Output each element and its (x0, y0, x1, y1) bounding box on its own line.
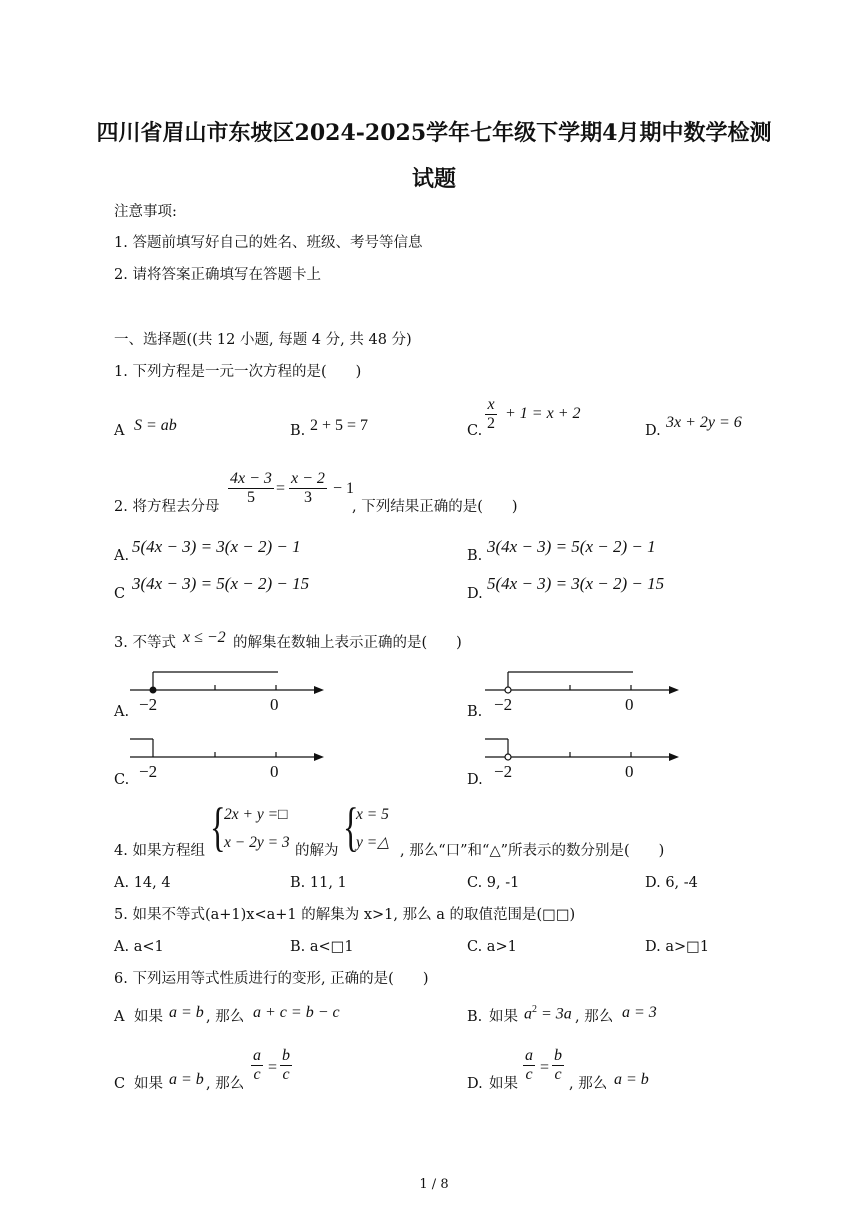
q6-stem: 6. 下列运用等式性质进行的变形, 正确的是( ) (114, 971, 429, 987)
notice-item-2: 2. 请将答案正确填写在答题卡上 (114, 267, 321, 283)
q6-option-a-result: a + c = b − c (253, 1004, 340, 1021)
q2-fraction-1 (228, 470, 274, 508)
q1-option-a-label: A (114, 423, 125, 439)
q4-system1-line1: 2x + y =□ (224, 806, 288, 823)
q3-prefix: 3. 不等式 (114, 635, 176, 651)
q6-option-c-eq: = (268, 1059, 278, 1076)
tick-label-neg2: −2 (494, 762, 513, 781)
q6-b-base: a (524, 1005, 532, 1023)
tick-label-0: 0 (625, 762, 634, 781)
q2-equals: = (276, 480, 286, 497)
q6-option-c-then: , 那么 (206, 1076, 245, 1092)
q2-option-b-expr: 3(4x − 3) = 5(x − 2) − 1 (487, 537, 656, 556)
q5-option-c: C. a>1 (467, 939, 517, 955)
q6-c-n2: b (280, 1047, 292, 1066)
q3-option-b-number-line (483, 668, 687, 718)
q2-f2-numerator: x − 2 (289, 470, 327, 489)
q2-tail: − 1 (333, 480, 355, 497)
q1-c-denominator: 2 (487, 415, 495, 433)
tick-label-0: 0 (270, 695, 279, 714)
q1-stem: 1. 下列方程是一元一次方程的是( ) (114, 364, 362, 380)
axis-arrow (669, 753, 679, 761)
q6-option-c-if: 如果 (134, 1076, 163, 1092)
q2-option-d-label: D. (467, 586, 483, 602)
q4-system2-line2: y =△ (356, 834, 390, 851)
q3-option-a-number-line (128, 668, 332, 718)
q3-inequality: x ≤ −2 (183, 629, 226, 646)
q6-option-a-cond: a = b (169, 1004, 204, 1021)
q2-suffix: , 下列结果正确的是( ) (352, 499, 518, 515)
open-endpoint (505, 687, 511, 693)
q1-option-d-expr: 3x + 2y = 6 (666, 414, 742, 431)
open-endpoint (505, 754, 511, 760)
q2-f1-numerator: 4x − 3 (228, 470, 274, 489)
q3-suffix: 的解集在数轴上表示正确的是( ) (233, 635, 462, 651)
q2-option-c-expr: 3(4x − 3) = 5(x − 2) − 15 (132, 574, 310, 593)
q4-system1-line2: x − 2y = 3 (224, 834, 290, 851)
q6-option-d-frac-2 (552, 1047, 564, 1085)
axis-arrow (669, 686, 679, 694)
q2-option-d-expr: 5(4x − 3) = 3(x − 2) − 15 (487, 574, 665, 593)
q4-mid: 的解为 (295, 843, 339, 859)
q3-option-d-number-line (483, 735, 687, 785)
q6-option-b-if: 如果 (489, 1009, 518, 1025)
tick-label-neg2: −2 (494, 695, 513, 714)
q3-option-c-label: C. (114, 772, 130, 788)
tick-label-neg2: −2 (139, 695, 158, 714)
q6-c-d1: c (253, 1066, 261, 1084)
q6-option-a-if: 如果 (134, 1009, 163, 1025)
q2-option-b-label: B. (467, 548, 483, 564)
document-title: 四川省眉山市东坡区2024-2025学年七年级下学期4月期中数学检测 (96, 120, 772, 146)
q1-option-b-expr: 2 + 5 = 7 (310, 417, 369, 434)
q6-option-d-if: 如果 (489, 1076, 518, 1092)
section-heading: 一、选择题((共 12 小题, 每题 4 分, 共 48 分) (114, 332, 412, 348)
q4-system2-line1: x = 5 (356, 806, 389, 823)
q6-d-d2: c (554, 1066, 562, 1084)
q1-option-a-expr: S = ab (134, 417, 177, 434)
q3-option-a-label: A. (114, 704, 130, 720)
q1-option-c-fraction (485, 396, 497, 434)
q6-option-d-frac-1 (523, 1047, 535, 1085)
q2-f2-denominator: 3 (303, 489, 312, 507)
q4-option-d: D. 6, -4 (645, 875, 698, 891)
q6-option-a-label: A (114, 1009, 125, 1025)
q5-option-d: D. a>□1 (645, 939, 710, 955)
q1-option-d-label: D. (645, 423, 661, 439)
q2-f1-denominator: 5 (246, 489, 255, 507)
q3-option-d-label: D. (467, 772, 483, 788)
q6-d-n1: a (523, 1047, 535, 1066)
tick-label-0: 0 (270, 762, 279, 781)
q6-c-d2: c (282, 1066, 290, 1084)
q6-option-b-cond (524, 1005, 572, 1022)
q4-suffix: , 那么“口”和“△”所表示的数分别是( ) (400, 843, 665, 859)
q4-prefix: 4. 如果方程组 (114, 843, 205, 859)
q6-b-cond-rest: = 3a (537, 1005, 572, 1023)
q6-b-exponent: 2 (532, 1004, 537, 1015)
notice-item-1: 1. 答题前填写好自己的姓名、班级、考号等信息 (114, 235, 423, 251)
q2-option-c-label: C (114, 586, 126, 602)
q6-option-d-result: a = b (614, 1071, 649, 1088)
axis-arrow (314, 686, 324, 694)
q6-option-b-result: a = 3 (622, 1004, 657, 1021)
q2-prefix: 2. 将方程去分母 (114, 499, 220, 515)
q6-d-n2: b (552, 1047, 564, 1066)
q6-option-b-then: , 那么 (575, 1009, 614, 1025)
q5-stem: 5. 如果不等式(a+1)x<a+1 的解集为 x>1, 那么 a 的取值范围是(□□) (114, 907, 576, 923)
q1-c-numerator: x (485, 396, 496, 415)
q4-option-a: A. 14, 4 (114, 875, 171, 891)
q6-option-d-eq: = (540, 1059, 550, 1076)
q4-system2-brace: { (343, 797, 359, 857)
notice-heading: 注意事项: (114, 204, 177, 220)
q2-option-a-expr: 5(4x − 3) = 3(x − 2) − 1 (132, 537, 301, 556)
q1-option-b-label: B. (290, 423, 306, 439)
q6-option-d-then: , 那么 (569, 1076, 608, 1092)
q2-fraction-2 (289, 470, 327, 508)
q3-option-b-label: B. (467, 704, 483, 720)
q6-option-c-label: C (114, 1076, 126, 1092)
q4-option-c: C. 9, -1 (467, 875, 520, 891)
axis-arrow (314, 753, 324, 761)
q5-option-b: B. a<□1 (290, 939, 354, 955)
q1-option-c-rest: + 1 = x + 2 (505, 405, 581, 422)
q1-option-c-label: C. (467, 423, 483, 439)
tick-label-neg2: −2 (139, 762, 158, 781)
q6-option-c-cond: a = b (169, 1071, 204, 1088)
q6-option-c-frac-2 (280, 1047, 292, 1085)
q6-option-d-label: D. (467, 1076, 483, 1092)
closed-endpoint (150, 687, 156, 693)
tick-label-0: 0 (625, 695, 634, 714)
page-number: 1 / 8 (419, 1177, 449, 1192)
q3-option-c-number-line (128, 735, 332, 785)
q6-c-n1: a (251, 1047, 263, 1066)
q2-option-a-label: A. (114, 548, 130, 564)
document-title-line2: 试题 (411, 166, 456, 192)
q4-option-b: B. 11, 1 (290, 875, 347, 891)
q4-system1-brace: { (210, 797, 226, 857)
q5-option-a: A. a<1 (114, 939, 164, 955)
q6-option-b-label: B. (467, 1009, 483, 1025)
q6-option-c-frac-1 (251, 1047, 263, 1085)
q6-option-a-then: , 那么 (206, 1009, 245, 1025)
q6-d-d1: c (525, 1066, 533, 1084)
